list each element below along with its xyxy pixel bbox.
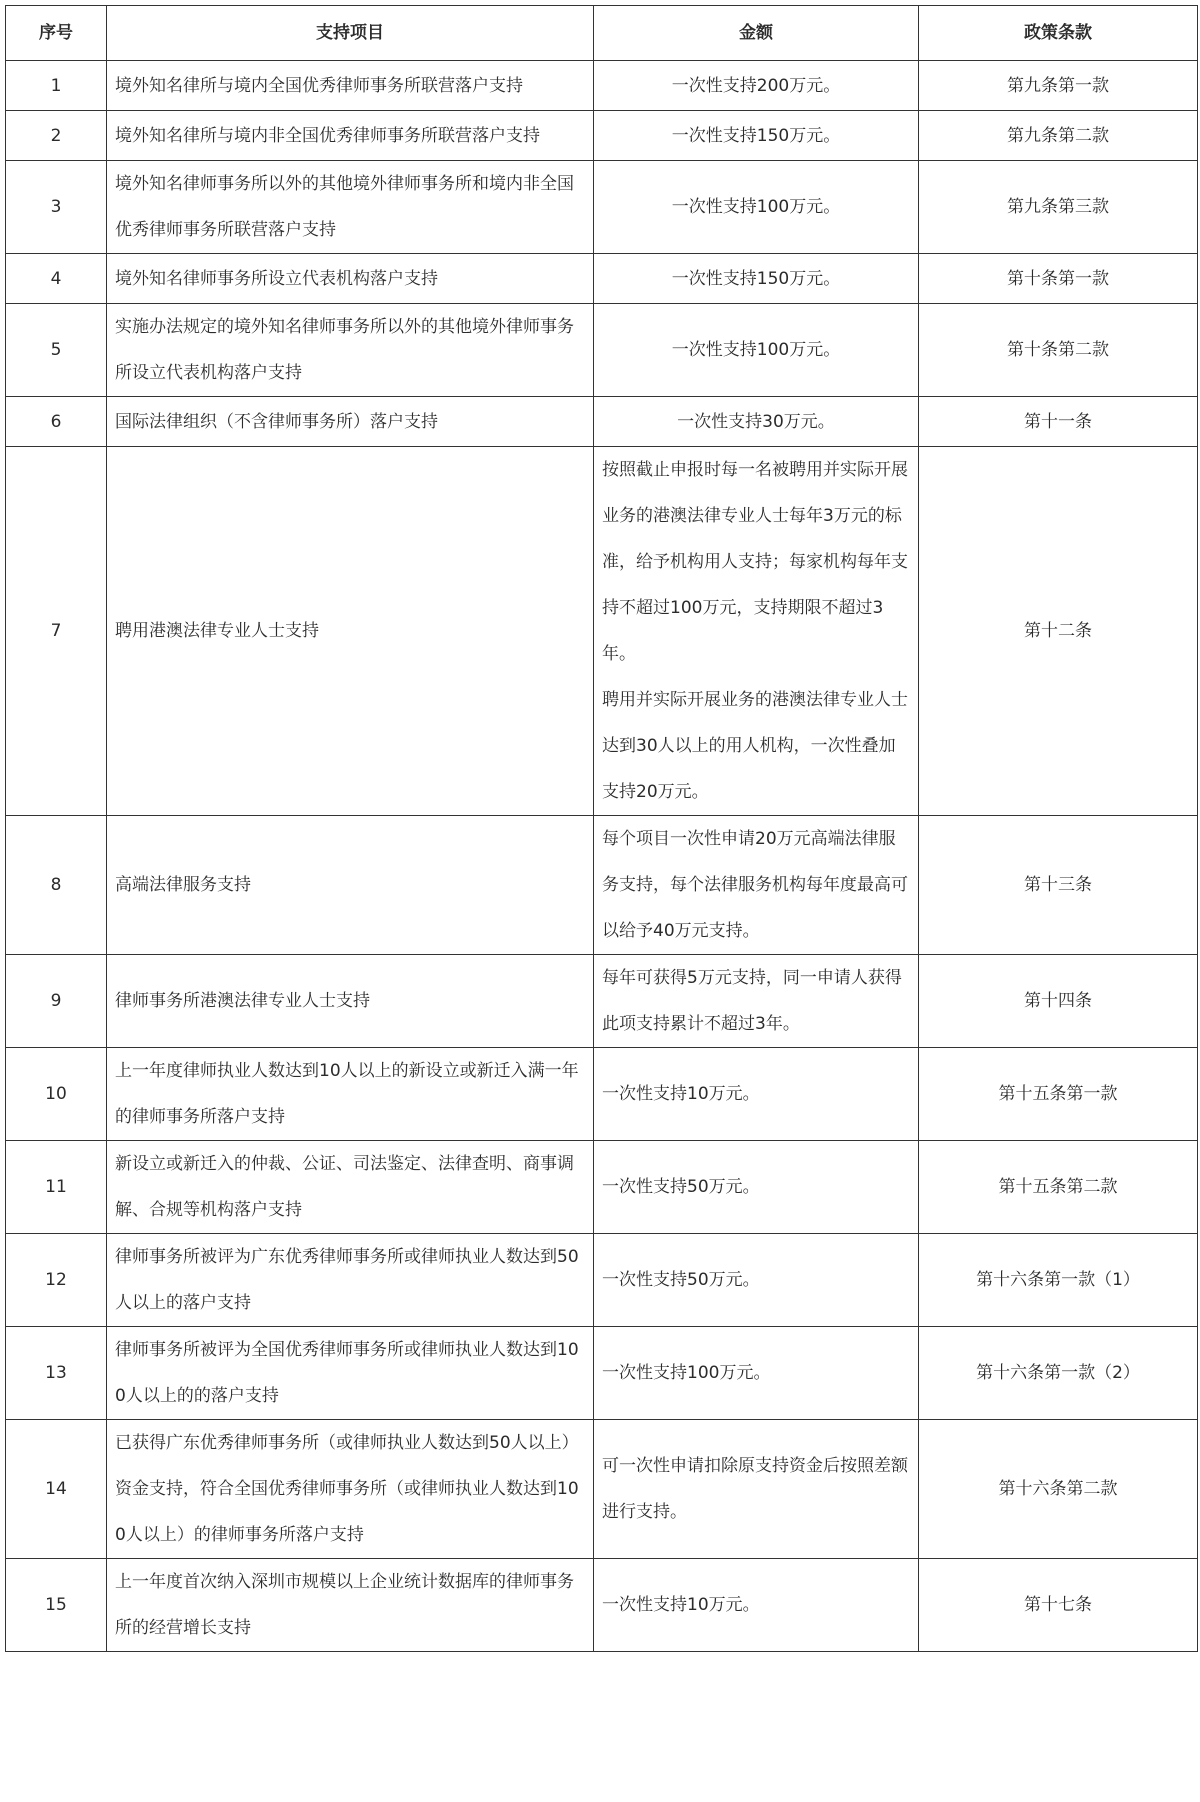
row-number: 12	[6, 1234, 107, 1327]
policy-clause: 第十六条第一款（1）	[919, 1234, 1198, 1327]
table-row	[6, 111, 1198, 161]
support-item: 境外知名律师事务所设立代表机构落户支持	[107, 254, 594, 304]
support-amount	[594, 955, 919, 1048]
support-amount	[594, 1559, 919, 1652]
amount-paragraph: 可一次性申请扣除原支持资金后按照差额进行支持。	[602, 1456, 908, 1522]
table-row	[6, 1327, 1198, 1420]
policy-clause: 第十五条第一款	[919, 1048, 1198, 1141]
support-item: 律师事务所港澳法律专业人士支持	[107, 955, 594, 1048]
amount-paragraph: 每年可获得5万元支持，同一申请人获得此项支持累计不超过3年。	[602, 968, 902, 1034]
row-number: 7	[6, 447, 107, 816]
table-row	[6, 161, 1198, 254]
support-item: 上一年度律师执业人数达到10人以上的新设立或新迁入满一年的律师事务所落户支持	[107, 1048, 594, 1141]
amount-paragraph: 一次性支持10万元。	[602, 1595, 760, 1615]
policy-clause: 第九条第三款	[919, 161, 1198, 254]
support-amount	[594, 254, 919, 304]
policy-clause: 第十条第二款	[919, 304, 1198, 397]
policy-clause: 第十二条	[919, 447, 1198, 816]
policy-clause: 第十七条	[919, 1559, 1198, 1652]
table-row	[6, 816, 1198, 955]
policy-clause: 第十四条	[919, 955, 1198, 1048]
support-item: 境外知名律所与境内非全国优秀律师事务所联营落户支持	[107, 111, 594, 161]
policy-clause: 第十三条	[919, 816, 1198, 955]
support-amount	[594, 161, 919, 254]
amount-paragraph: 一次性支持150万元。	[671, 125, 841, 146]
policy-clause: 第十条第一款	[919, 254, 1198, 304]
row-number: 15	[6, 1559, 107, 1652]
support-amount	[594, 1327, 919, 1420]
row-number: 5	[6, 304, 107, 397]
support-amount	[594, 816, 919, 955]
policy-clause: 第十一条	[919, 397, 1198, 447]
amount-paragraph: 一次性支持30万元。	[677, 411, 835, 432]
policy-clause: 第九条第一款	[919, 61, 1198, 111]
support-item: 实施办法规定的境外知名律师事务所以外的其他境外律师事务所设立代表机构落户支持	[107, 304, 594, 397]
amount-paragraph: 一次性支持100万元。	[602, 1363, 771, 1383]
amount-paragraph: 一次性支持100万元。	[671, 340, 841, 360]
row-number: 13	[6, 1327, 107, 1420]
policy-clause: 第十六条第二款	[919, 1420, 1198, 1559]
table-row	[6, 61, 1198, 111]
support-item: 国际法律组织（不含律师事务所）落户支持	[107, 397, 594, 447]
row-number: 4	[6, 254, 107, 304]
header-no: 序号	[6, 6, 107, 61]
policy-clause: 第九条第二款	[919, 111, 1198, 161]
support-item: 境外知名律师事务所以外的其他境外律师事务所和境内非全国优秀律师事务所联营落户支持	[107, 161, 594, 254]
support-amount	[594, 1048, 919, 1141]
row-number: 6	[6, 397, 107, 447]
support-item: 律师事务所被评为全国优秀律师事务所或律师执业人数达到100人以上的的落户支持	[107, 1327, 594, 1420]
support-amount	[594, 1141, 919, 1234]
row-number: 2	[6, 111, 107, 161]
support-amount	[594, 61, 919, 111]
policy-clause: 第十五条第二款	[919, 1141, 1198, 1234]
support-amount	[594, 397, 919, 447]
support-item: 聘用港澳法律专业人士支持	[107, 447, 594, 816]
table-row	[6, 955, 1198, 1048]
row-number: 3	[6, 161, 107, 254]
row-number: 10	[6, 1048, 107, 1141]
support-amount	[594, 111, 919, 161]
table-row	[6, 447, 1198, 816]
support-item: 律师事务所被评为广东优秀律师事务所或律师执业人数达到50人以上的落户支持	[107, 1234, 594, 1327]
support-item: 高端法律服务支持	[107, 816, 594, 955]
amount-paragraph: 一次性支持150万元。	[671, 268, 841, 289]
table-row	[6, 1048, 1198, 1141]
row-number: 11	[6, 1141, 107, 1234]
support-item: 上一年度首次纳入深圳市规模以上企业统计数据库的律师事务所的经营增长支持	[107, 1559, 594, 1652]
header-amount: 金额	[594, 6, 919, 61]
support-amount	[594, 447, 919, 816]
table-row	[6, 254, 1198, 304]
support-item: 境外知名律所与境内全国优秀律师事务所联营落户支持	[107, 61, 594, 111]
table-row	[6, 1559, 1198, 1652]
support-item: 已获得广东优秀律师事务所（或律师执业人数达到50人以上）资金支持，符合全国优秀律师事务所（或律师执业人数达到100人以上）的律师事务所落户支持	[107, 1420, 594, 1559]
table-row	[6, 1420, 1198, 1559]
row-number: 8	[6, 816, 107, 955]
amount-paragraph: 一次性支持10万元。	[602, 1084, 760, 1104]
policy-support-table	[5, 5, 1198, 1652]
support-amount	[594, 304, 919, 397]
header-item: 支持项目	[107, 6, 594, 61]
table-row	[6, 1234, 1198, 1327]
table-row	[6, 397, 1198, 447]
row-number: 1	[6, 61, 107, 111]
amount-paragraph: 一次性支持50万元。	[602, 1177, 760, 1197]
table-row	[6, 1141, 1198, 1234]
table-header-row	[6, 6, 1198, 61]
amount-paragraph: 聘用并实际开展业务的港澳法律专业人士达到30人以上的用人机构，一次性叠加支持20万元。	[602, 690, 908, 802]
policy-clause: 第十六条第一款（2）	[919, 1327, 1198, 1420]
amount-paragraph: 一次性支持200万元。	[671, 75, 841, 96]
row-number: 9	[6, 955, 107, 1048]
amount-paragraph: 按照截止申报时每一名被聘用并实际开展业务的港澳法律专业人士每年3万元的标准，给予机构用人支持；每家机构每年支持不超过100万元，支持期限不超过3年。	[602, 460, 908, 664]
support-amount	[594, 1234, 919, 1327]
support-amount	[594, 1420, 919, 1559]
table-row	[6, 304, 1198, 397]
amount-paragraph: 每个项目一次性申请20万元高端法律服务支持，每个法律服务机构每年度最高可以给予40万元支持。	[602, 829, 908, 941]
amount-paragraph: 一次性支持50万元。	[602, 1270, 760, 1290]
support-item: 新设立或新迁入的仲裁、公证、司法鉴定、法律查明、商事调解、合规等机构落户支持	[107, 1141, 594, 1234]
row-number: 14	[6, 1420, 107, 1559]
amount-paragraph: 一次性支持100万元。	[671, 197, 841, 217]
header-clause: 政策条款	[919, 6, 1198, 61]
